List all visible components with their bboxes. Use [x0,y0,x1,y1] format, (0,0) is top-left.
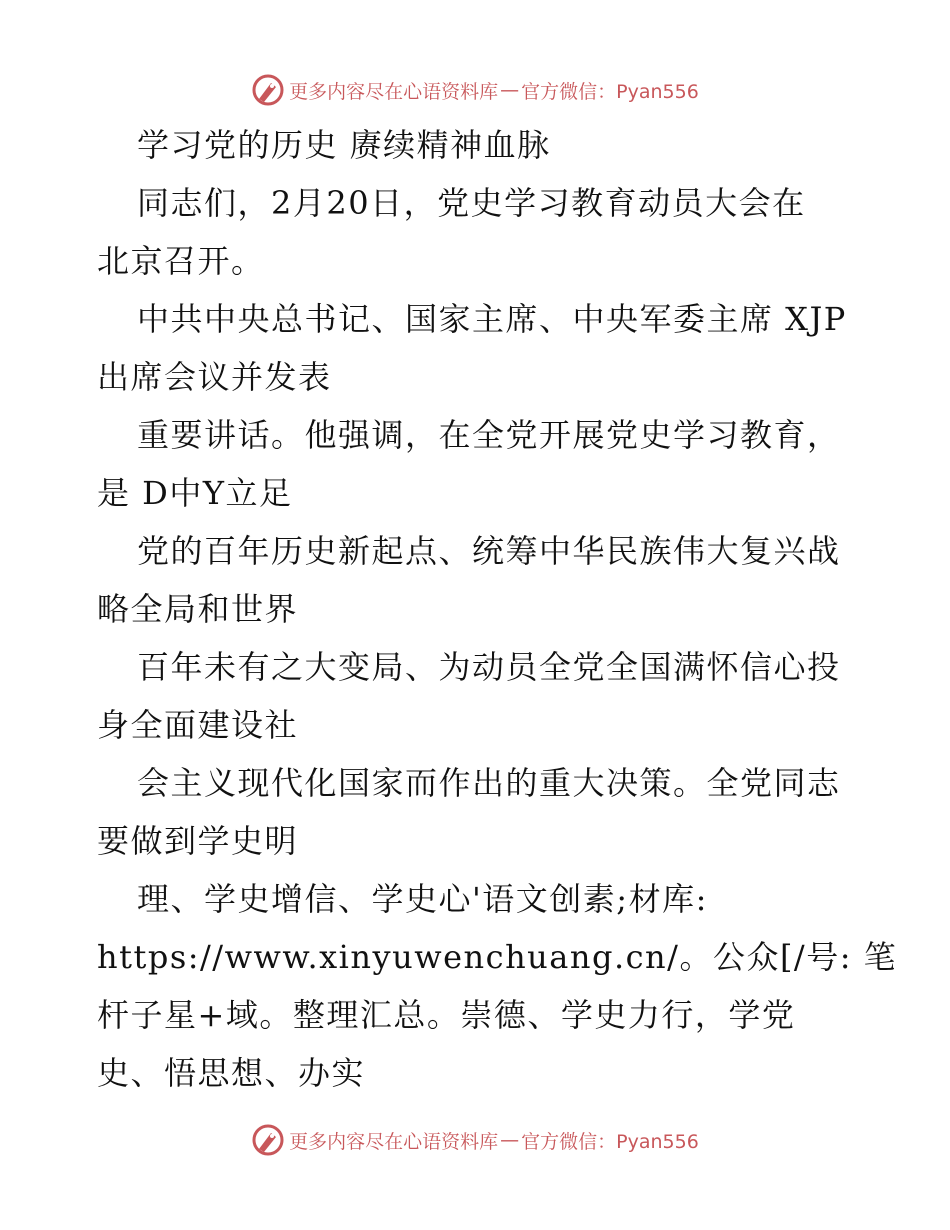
paragraph-line-url: https://www.xinyuwenchuang.cn/。公众[/号: 笔 [97,938,898,976]
banner-contact: 官方微信：Pyan556 [521,1130,699,1153]
paragraph-line: 北京召开。 [97,242,265,280]
banner-title: 更多内容尽在心语资料库 [289,1130,499,1153]
footer-watermark-banner [0,1120,950,1160]
paragraph-line: 要做到学史明 [97,822,299,860]
document-title: 学习党的历史 赓续精神血脉 [137,126,551,164]
paragraph-line: 会主义现代化国家而作出的重大决策。全党同志 [137,764,841,802]
pen-nib-logo-icon [251,73,285,107]
paragraph-line: 略全局和世界 [97,590,299,628]
banner-title: 更多内容尽在心语资料库 [289,80,499,103]
header-watermark-banner [0,70,950,110]
document-body [97,116,898,1102]
paragraph-line: 中共中央总书记、国家主席、中央军委主席 XJP [137,300,847,338]
paragraph-line: 身全面建设社 [97,706,299,744]
paragraph-line: 同志们，2月20日，党史学习教育动员大会在 [137,184,806,222]
paragraph-line: 是 D中Y立足 [97,474,293,512]
paragraph-line: 史、悟思想、办实 [97,1054,366,1092]
pen-nib-logo-icon [251,1123,285,1157]
paragraph-line: 重要讲话。他强调，在全党开展党史学习教育， [137,416,841,454]
banner-separator: — [500,1129,520,1151]
paragraph-line: 出席会议并发表 [97,358,332,396]
paragraph-line: 党的百年历史新起点、统筹中华民族伟大复兴战 [137,532,841,570]
paragraph-line: 百年未有之大变局、为动员全党全国满怀信心投 [137,648,841,686]
paragraph-line: 理、学史增信、学史心'语文创素;材库: [137,880,708,918]
banner-contact: 官方微信：Pyan556 [521,80,699,103]
banner-separator: — [500,79,520,101]
paragraph-line: 杆子星+域。整理汇总。崇德、学史力行，学党 [97,996,796,1034]
